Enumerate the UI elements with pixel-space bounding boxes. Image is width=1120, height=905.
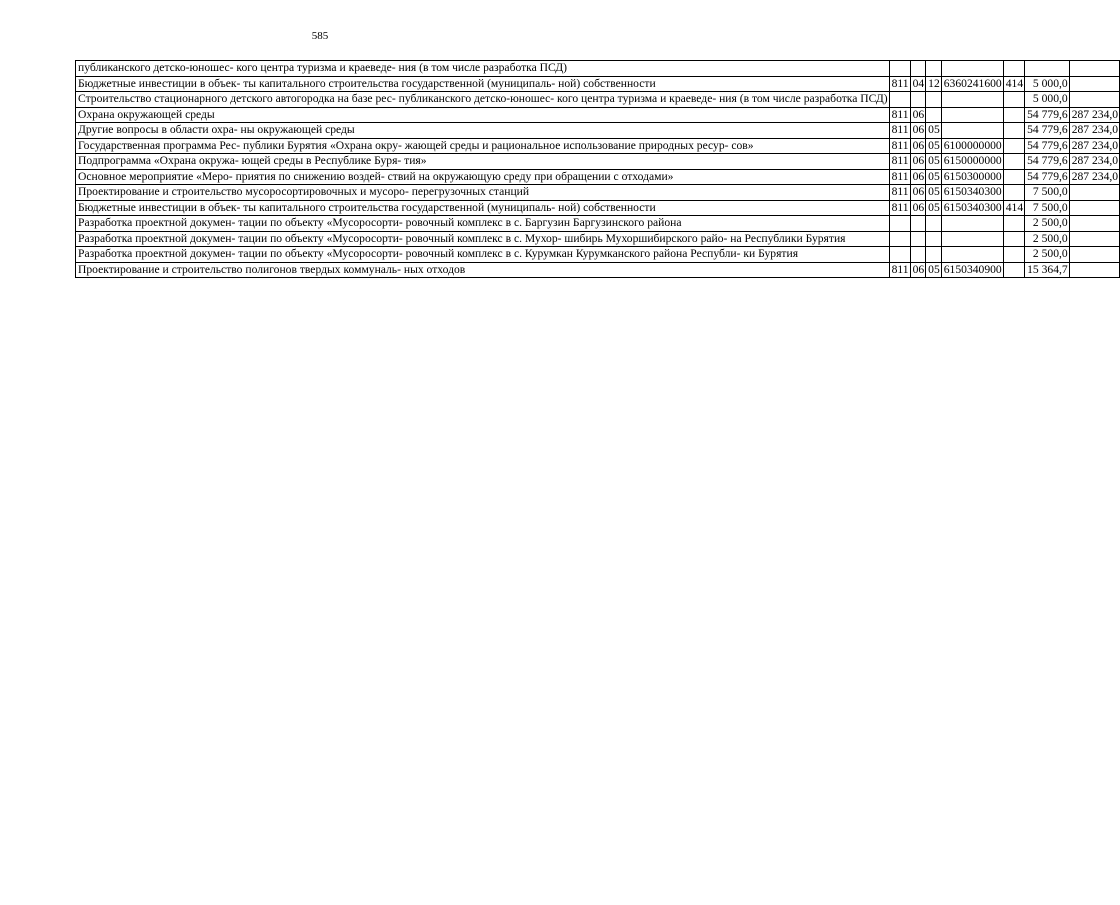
row-name-cell: Разработка проектной докумен- тации по объекту «Мусоросорти- ровочный комплекс в с. Баргузин Баргузинского района — [76, 216, 890, 232]
target-article-cell: 6360241600 — [941, 76, 1003, 92]
expense-type-cell — [1003, 262, 1024, 278]
row-name-cell: Другие вопросы в области охра- ны окружающей среды — [76, 123, 890, 139]
table-row — [76, 123, 1120, 139]
subsection-code-cell — [926, 92, 942, 108]
target-article-cell: 6150000000 — [941, 154, 1003, 170]
target-article-cell — [941, 107, 1003, 123]
subsection-code-cell: 05 — [926, 138, 942, 154]
section-code-cell: 06 — [910, 262, 926, 278]
ministry-code-cell: 811 — [889, 138, 910, 154]
subsection-code-cell: 12 — [926, 76, 942, 92]
expense-type-cell — [1003, 92, 1024, 108]
expense-type-cell — [1003, 247, 1024, 263]
row-name-cell: Проектирование и строительство полигонов твердых коммуналь- ных отходов — [76, 262, 890, 278]
target-article-cell: 6150300000 — [941, 169, 1003, 185]
ministry-code-cell — [889, 216, 910, 232]
section-code-cell: 06 — [910, 123, 926, 139]
ministry-code-cell — [889, 231, 910, 247]
target-article-cell: 6150340300 — [941, 185, 1003, 201]
ministry-code-cell: 811 — [889, 262, 910, 278]
amount-second-cell — [1069, 92, 1119, 108]
table-row — [76, 216, 1120, 232]
amount-first-cell: 54 779,6 — [1025, 169, 1070, 185]
subsection-code-cell: 05 — [926, 185, 942, 201]
table-row — [76, 107, 1120, 123]
subsection-code-cell: 05 — [926, 262, 942, 278]
ministry-code-cell — [889, 247, 910, 263]
row-name-cell: Охрана окружающей среды — [76, 107, 890, 123]
row-name-cell: Бюджетные инвестиции в объек- ты капитального строительства государственной (муниципаль- ной) собственности — [76, 200, 890, 216]
row-name-cell: Разработка проектной докумен- тации по объекту «Мусоросорти- ровочный комплекс в с. Мухор- шибирь Мухоршибирского райо- на Республики Бурятия — [76, 231, 890, 247]
amount-second-cell: 287 234,0 — [1069, 123, 1119, 139]
table-row — [76, 61, 1120, 77]
target-article-cell — [941, 231, 1003, 247]
subsection-code-cell: 05 — [926, 200, 942, 216]
amount-second-cell: 287 234,0 — [1069, 154, 1119, 170]
target-article-cell — [941, 92, 1003, 108]
ministry-code-cell: 811 — [889, 123, 910, 139]
amount-first-cell: 7 500,0 — [1025, 200, 1070, 216]
row-name-cell: Строительство стационарного детского автогородка на базе рес- публиканского детско-юношес- кого центра туризма и краеведе- ния (в том числе разработка ПСД) — [76, 92, 890, 108]
expense-type-cell — [1003, 216, 1024, 232]
section-code-cell: 06 — [910, 185, 926, 201]
page-number: 585 — [311, 30, 329, 42]
section-code-cell: 06 — [910, 154, 926, 170]
amount-first-cell: 15 364,7 — [1025, 262, 1070, 278]
subsection-code-cell: 05 — [926, 123, 942, 139]
target-article-cell — [941, 247, 1003, 263]
subsection-code-cell — [926, 231, 942, 247]
subsection-code-cell: 05 — [926, 169, 942, 185]
target-article-cell: 6150340300 — [941, 200, 1003, 216]
table-row — [76, 92, 1120, 108]
section-code-cell — [910, 247, 926, 263]
table-row — [76, 231, 1120, 247]
table-row — [76, 247, 1120, 263]
amount-first-cell: 2 500,0 — [1025, 231, 1070, 247]
section-code-cell — [910, 231, 926, 247]
amount-first-cell: 54 779,6 — [1025, 107, 1070, 123]
amount-first-cell: 2 500,0 — [1025, 216, 1070, 232]
table-row — [76, 185, 1120, 201]
amount-first-cell — [1025, 61, 1070, 77]
table-row — [76, 169, 1120, 185]
amount-second-cell — [1069, 262, 1119, 278]
ministry-code-cell: 811 — [889, 76, 910, 92]
section-code-cell: 06 — [910, 200, 926, 216]
amount-second-cell — [1069, 231, 1119, 247]
amount-second-cell: 287 234,0 — [1069, 107, 1119, 123]
target-article-cell — [941, 123, 1003, 139]
section-code-cell: 06 — [910, 169, 926, 185]
ministry-code-cell — [889, 61, 910, 77]
expense-type-cell — [1003, 154, 1024, 170]
expense-type-cell — [1003, 107, 1024, 123]
table-row — [76, 262, 1120, 278]
row-name-cell: Подпрограмма «Охрана окружа- ющей среды в Республике Буря- тия» — [76, 154, 890, 170]
row-name-cell: Проектирование и строительство мусоросортировочных и мусоро- перегрузочных станций — [76, 185, 890, 201]
section-code-cell: 06 — [910, 138, 926, 154]
expense-type-cell — [1003, 185, 1024, 201]
subsection-code-cell — [926, 247, 942, 263]
section-code-cell — [910, 61, 926, 77]
row-name-cell: публиканского детско-юношес- кого центра туризма и краеведе- ния (в том числе разработка ПСД) — [76, 61, 890, 77]
amount-second-cell — [1069, 247, 1119, 263]
amount-second-cell — [1069, 76, 1119, 92]
amount-first-cell: 7 500,0 — [1025, 185, 1070, 201]
expense-type-cell: 414 — [1003, 76, 1024, 92]
ministry-code-cell: 811 — [889, 200, 910, 216]
subsection-code-cell — [926, 216, 942, 232]
expense-type-cell — [1003, 138, 1024, 154]
target-article-cell — [941, 61, 1003, 77]
target-article-cell — [941, 216, 1003, 232]
ministry-code-cell: 811 — [889, 154, 910, 170]
amount-second-cell: 287 234,0 — [1069, 169, 1119, 185]
table-row — [76, 154, 1120, 170]
expense-type-cell — [1003, 61, 1024, 77]
row-name-cell: Основное мероприятие «Меро- приятия по снижению воздей- ствий на окружающую среду при обращении с отходами» — [76, 169, 890, 185]
table-row — [76, 76, 1120, 92]
amount-second-cell — [1069, 200, 1119, 216]
amount-first-cell: 54 779,6 — [1025, 138, 1070, 154]
expense-type-cell — [1003, 169, 1024, 185]
section-code-cell: 04 — [910, 76, 926, 92]
subsection-code-cell — [926, 61, 942, 77]
amount-first-cell: 5 000,0 — [1025, 92, 1070, 108]
amount-second-cell — [1069, 185, 1119, 201]
amount-second-cell — [1069, 61, 1119, 77]
expense-type-cell — [1003, 123, 1024, 139]
budget-table — [75, 60, 1120, 278]
target-article-cell: 6150340900 — [941, 262, 1003, 278]
amount-first-cell: 54 779,6 — [1025, 154, 1070, 170]
subsection-code-cell — [926, 107, 942, 123]
amount-first-cell: 54 779,6 — [1025, 123, 1070, 139]
ministry-code-cell: 811 — [889, 185, 910, 201]
amount-first-cell: 5 000,0 — [1025, 76, 1070, 92]
row-name-cell: Бюджетные инвестиции в объек- ты капитального строительства государственной (муниципаль- ной) собственности — [76, 76, 890, 92]
amount-second-cell: 287 234,0 — [1069, 138, 1119, 154]
amount-second-cell — [1069, 216, 1119, 232]
amount-first-cell: 2 500,0 — [1025, 247, 1070, 263]
section-code-cell: 06 — [910, 107, 926, 123]
expense-type-cell — [1003, 231, 1024, 247]
section-code-cell — [910, 216, 926, 232]
ministry-code-cell: 811 — [889, 107, 910, 123]
row-name-cell: Разработка проектной докумен- тации по объекту «Мусоросорти- ровочный комплекс в с. Курумкан Курумканского района Республи- ки Бурятия — [76, 247, 890, 263]
subsection-code-cell: 05 — [926, 154, 942, 170]
ministry-code-cell — [889, 92, 910, 108]
section-code-cell — [910, 92, 926, 108]
table-row — [76, 200, 1120, 216]
expense-type-cell: 414 — [1003, 200, 1024, 216]
ministry-code-cell: 811 — [889, 169, 910, 185]
row-name-cell: Государственная программа Рес- публики Бурятия «Охрана окру- жающей среды и рациональное использование природных ресур- сов» — [76, 138, 890, 154]
target-article-cell: 6100000000 — [941, 138, 1003, 154]
table-row — [76, 138, 1120, 154]
